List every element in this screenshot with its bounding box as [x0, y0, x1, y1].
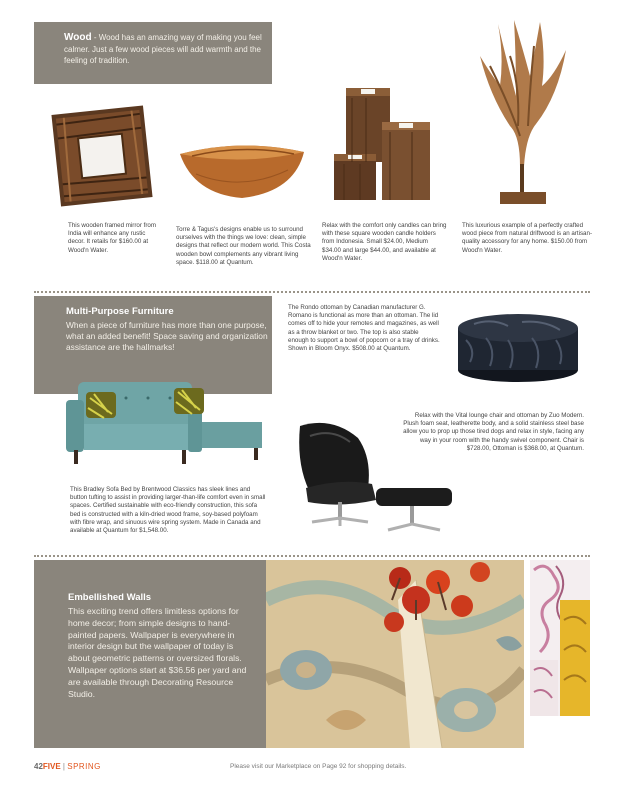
lounge-chair-image: [292, 418, 462, 540]
driftwood-caption: This luxurious example of a perfectly crafted wood piece from natural driftwood is an artisan-quality accessory for any home. $150.00 from Wood'n Water.: [462, 222, 593, 254]
rondo-ottoman-image: [452, 310, 584, 386]
furniture-body: When a piece of furniture has more than one purpose, what an added benefit! Space saving and organization assistance are the hallmarks!: [66, 320, 268, 352]
wooden-bowl-image: [176, 140, 308, 204]
page-number: 42: [34, 762, 43, 771]
mirror-caption: This wooden framed mirror from India will enhance any rustic decor. It retails for $160.00 at Wood'n Water.: [68, 222, 157, 254]
lounge-caption: Relax with the Vital lounge chair and ottoman by Zuo Modern. Plush foam seat, leatherette body, and a solid stainless steel base allow you to prop up those tired dogs and relax in style, facing any way in your room with the handy swivel component. Chair is $728.00, Ottoman is $368.00, at Quantum.: [403, 412, 584, 452]
furniture-title: Multi-Purpose Furniture: [66, 306, 174, 317]
bowl-caption: Torre & Tagus's designs enable us to surround ourselves with the things we love: clean, simple designs that reflect our modern world. This Costa wooden bowl complements any vibrant living space. $118.00 at Quantum.: [176, 226, 311, 266]
season-label: SPRING: [67, 762, 101, 771]
section-divider: [34, 291, 590, 293]
sofa-caption: This Bradley Sofa Bed by Brentwood Classics has sleek lines and button tufting to assist in providing larger-than-life comfort even in small spaces. Certified sustainable with eco-friendly construction, this sofa bed is constructed with a kiln-dried wood frame, soy-based polyfoam with fibre wrap, and sinuous wire spring system. Made in Canada and available at Quantum for $1,548.00.: [70, 486, 266, 535]
wood-title: Wood: [64, 32, 92, 43]
marketplace-note: Please visit our Marketplace on Page 92 for shopping details.: [230, 763, 407, 770]
wood-header-box: [34, 22, 272, 84]
driftwood-sculpture-image: [470, 16, 572, 212]
ottoman-caption: The Rondo ottoman by Canadian manufacturer G. Romano is functional as more than an ottoman. The lid comes off to hide your remotes and magazines, as well as a throw blanket or two. The top is also stable enough to support a bowl of popcorn or a tray of drinks. Shown in Bloom Onyx. $508.00 at Quantum.: [288, 304, 440, 353]
wood-body: - Wood has an amazing way of making you feel calmer. Just a few wood pieces will add warmth and the feeling of tradition.: [64, 33, 262, 65]
magazine-brand: FIVE: [42, 762, 61, 771]
wallpaper-sample-strips: [530, 560, 590, 716]
floral-wallpaper-image: [266, 560, 524, 748]
wooden-mirror-image: [46, 100, 158, 212]
candles-caption: Relax with the comfort only candles can bring with these square wooden candle holders from Indonesia. Small $24.00, Medium $34.00 and large $44.00, and available at Wood'n Water.: [322, 222, 447, 262]
page-footer: [34, 762, 590, 776]
walls-title: Embellished Walls: [68, 592, 152, 603]
footer-separator: |: [62, 762, 65, 771]
section-divider-2: [34, 555, 590, 557]
candle-holders-image: [328, 84, 436, 204]
walls-header-box: [34, 560, 266, 748]
walls-body: This exciting trend offers limitless options for home decor; from simple designs to hand-painted papers. Wallpaper is everywhere in interior design but the wallpaper of today is about geometric patterns or oversized florals. Wallpaper options start at $36.56 per yard and are available through Decorating Resource Studio.: [68, 606, 247, 699]
sofa-bed-image: [64, 378, 264, 472]
